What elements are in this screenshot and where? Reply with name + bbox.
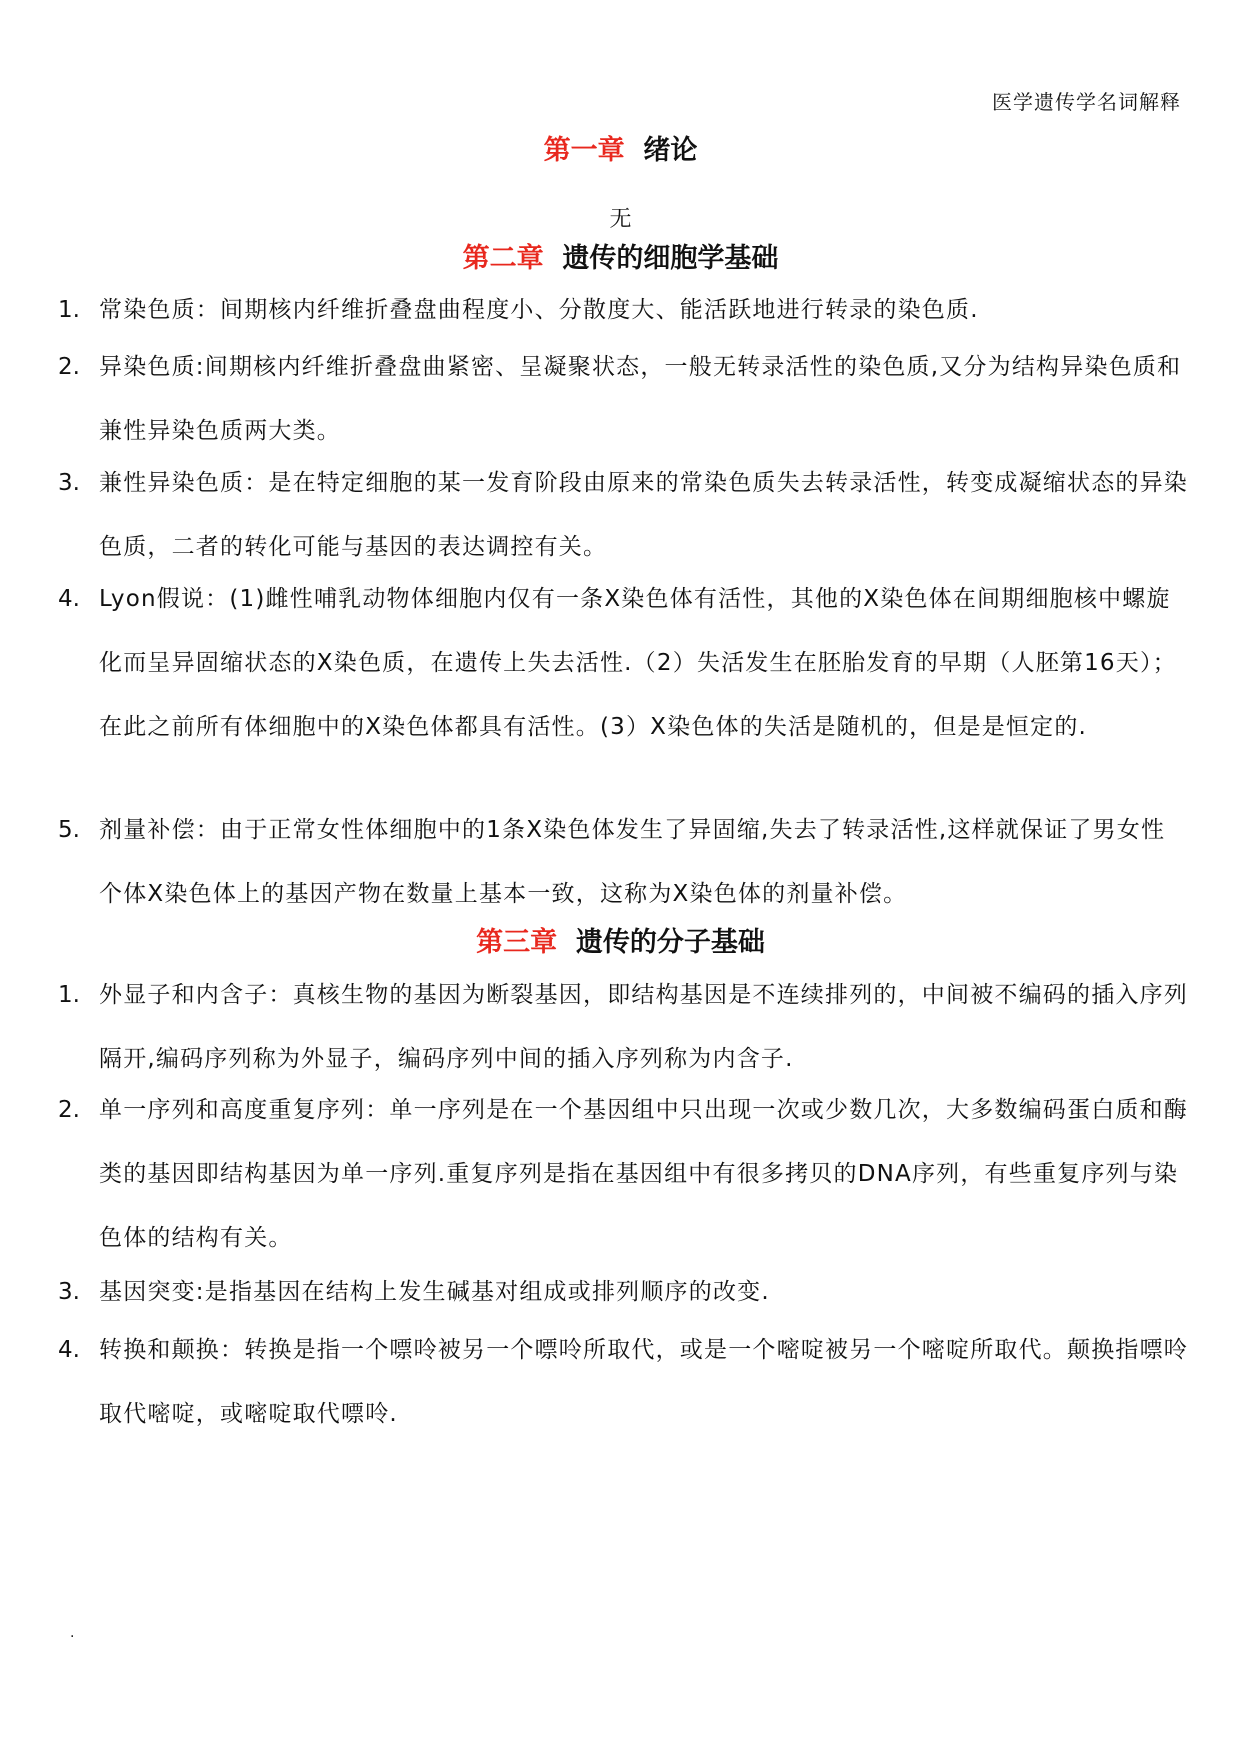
chapter-3-title (0, 920, 1241, 959)
list-item: 1. 常染色质：间期核内纤维折叠盘曲程度小、分散度大、能活跃地进行转录的染色质. (58, 297, 979, 323)
list-item: 4. Lyon假说：(1)雌性哺乳动物体细胞内仅有一条X染色体有活性，其他的X染色体在间期细胞核中螺旋化而呈异固缩状态的X染色质，在遗传上失去活性.（2）失活发生在胚胎发育的早期（人胚第16天）；在此之前所有体细胞中的X染色体都具有活性。(3）X染色体的失活是随机的，但是是恒定的. (58, 586, 1177, 740)
chapter-2-title (0, 236, 1241, 275)
list-item: 1. 外显子和内含子：真核生物的基因为断裂基因，即结构基因是不连续排列的，中间被不编码的插入序列隔开,编码序列称为外显子，编码序列中间的插入序列称为内含子. (58, 982, 1188, 1072)
chapter-1-name: 绪论 (643, 135, 698, 166)
chapter-1-title (0, 128, 1241, 167)
footer-dot: . (70, 1625, 75, 1641)
list-item: 2. 单一序列和高度重复序列：单一序列是在一个基因组中只出现一次或少数几次，大多数编码蛋白质和酶类的基因即结构基因为单一序列.重复序列是指在基因组中有很多拷贝的DNA序列，有些重复序列与染色体的结构有关。 (58, 1097, 1188, 1251)
chapter-2-name: 遗传的细胞学基础 (562, 243, 779, 274)
chapter-3-name: 遗传的分子基础 (575, 927, 765, 958)
chapter-1-number: 第一章 (543, 135, 625, 166)
list-item: 5. 剂量补偿：由于正常女性体细胞中的1条X染色体发生了异固缩,失去了转录活性,这样就保证了男女性个体X染色体上的基因产物在数量上基本一致，这称为X染色体的剂量补偿。 (58, 817, 1166, 907)
chapter-2-number: 第二章 (462, 243, 544, 274)
list-item: 2. 异染色质:间期核内纤维折叠盘曲紧密、呈凝聚状态，一般无转录活性的染色质,又分为结构异染色质和兼性异染色质两大类。 (58, 354, 1182, 444)
page-header-title: 医学遗传学名词解释 (992, 90, 1181, 114)
list-item: 3. 基因突变:是指基因在结构上发生碱基对组成或排列顺序的改变. (58, 1279, 770, 1305)
list-item: 4. 转换和颠换：转换是指一个嘌呤被另一个嘌呤所取代，或是一个嘧啶被另一个嘧啶所取代。颠换指嘌呤取代嘧啶，或嘧啶取代嘌呤. (58, 1337, 1188, 1427)
chapter-1-note: 无 (609, 207, 632, 232)
chapter-3-number: 第三章 (476, 927, 558, 958)
list-item: 3. 兼性异染色质：是在特定细胞的某一发育阶段由原来的常染色质失去转录活性，转变成凝缩状态的异染色质，二者的转化可能与基因的表达调控有关。 (58, 470, 1188, 560)
